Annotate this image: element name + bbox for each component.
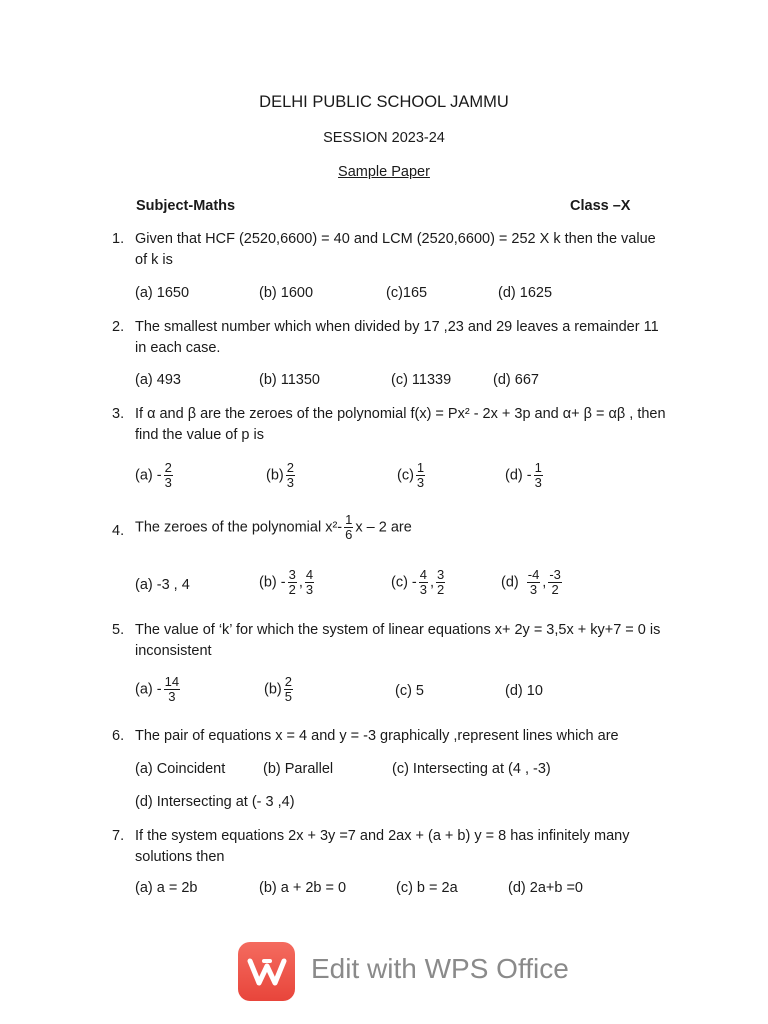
option-a: (a) Coincident <box>135 761 226 777</box>
question-number: 6. <box>112 728 125 744</box>
class-label: Class –X <box>570 198 631 214</box>
fraction: $\frac{1}{3}$ <box>534 460 542 490</box>
fraction: $\frac{1}{3}$ <box>416 460 425 490</box>
question-number: 3. <box>112 406 125 422</box>
option-d: (d) - $\frac{1}{3}$ <box>505 460 542 490</box>
option-b: (b) $\frac{2}{3}$ <box>266 460 294 490</box>
question-text: The zeroes of the polynomial x²- $\frac{1}{6}$ x – 2 are <box>135 512 412 542</box>
fraction: $\frac{14}{3}$ <box>164 674 180 704</box>
option-d: (d) 2a+b =0 <box>508 880 583 896</box>
option-c: (c)165 <box>386 285 428 301</box>
fraction: $\frac{1}{6}$ <box>345 512 353 542</box>
question-text: If α and β are the zeroes of the polynomial f(x) = Px² - 2x + 3p and α+ β = αβ , then find the value of p is <box>135 406 666 443</box>
question-number: 2. <box>112 319 125 335</box>
option-c: (c) b = 2a <box>396 880 458 896</box>
fraction: $\frac{-3}{2}$ <box>549 567 561 597</box>
option-c: (c) 5 <box>395 683 424 699</box>
option-b: (b) 11350 <box>259 372 320 388</box>
question-number: 7. <box>112 828 125 844</box>
question-text: The smallest number which when divided by 17 ,23 and 29 leaves a remainder 11 in each case. <box>135 319 659 356</box>
paper-title: Sample Paper <box>338 164 430 180</box>
option-b: (b) Parallel <box>263 761 334 777</box>
question-text: The value of ‘k’ for which the system of linear equations x+ 2y = 3,5x + ky+7 = 0 is inconsistent <box>135 622 661 659</box>
session-title: SESSION 2023-24 <box>323 130 445 146</box>
option-b: (b) 1600 <box>259 285 314 301</box>
option-a: (a) 493 <box>135 372 181 388</box>
option-b: (b) a + 2b = 0 <box>259 880 347 896</box>
school-title: DELHI PUBLIC SCHOOL JAMMU <box>259 93 509 111</box>
fraction: $\frac{2}{5}$ <box>284 674 292 704</box>
fraction: $\frac{-4}{3}$ <box>527 567 540 597</box>
wps-logo-icon[interactable] <box>238 942 295 1001</box>
option-a: (a) - $\frac{14}{3}$ <box>135 674 180 704</box>
option-a: (a) 1650 <box>135 285 190 301</box>
subject-label: Subject-Maths <box>136 198 236 214</box>
question-number: 1. <box>112 231 125 247</box>
fraction: $\frac{2}{3}$ <box>286 460 294 490</box>
option-b: (b) - $\frac{3}{2}$ , $\frac{4}{3}$ <box>259 567 314 597</box>
question-text: Given that HCF (2520,6600) = 40 and LCM (2520,6600) = 252 X k then the value of k is <box>135 231 656 268</box>
fraction: $\frac{3}{2}$ <box>288 567 296 597</box>
option-a: (a) - $\frac{2}{3}$ <box>135 460 172 490</box>
option-c: (c) 11339 <box>391 372 452 388</box>
question-number: 5. <box>112 622 125 638</box>
option-d: (d) 667 <box>493 372 539 388</box>
fraction: $\frac{2}{3}$ <box>164 460 172 490</box>
option-d: (d) 10 <box>505 683 543 699</box>
fraction: $\frac{4}{3}$ <box>419 567 427 597</box>
option-c: (c) - $\frac{4}{3}$ , $\frac{3}{2}$ <box>391 567 445 597</box>
question-text: If the system equations 2x + 3y =7 and 2ax + (a + b) y = 8 has infinitely many solutions then <box>135 828 630 865</box>
option-c: (c) $\frac{1}{3}$ <box>397 460 425 490</box>
option-d: (d) $\frac{-4}{3}$ , $\frac{-3}{2}$ <box>501 567 561 597</box>
option-d: (d) 1625 <box>498 285 553 301</box>
option-a: (a) -3 , 4 <box>135 577 190 593</box>
fraction: $\frac{4}{3}$ <box>305 567 314 597</box>
option-b: (b) $\frac{2}{5}$ <box>264 674 292 704</box>
question-text: The pair of equations x = 4 and y = -3 graphically ,represent lines which are <box>135 728 619 744</box>
option-c: (c) Intersecting at (4 , -3) <box>392 761 551 777</box>
question-number: 4. <box>112 523 125 539</box>
fraction: $\frac{3}{2}$ <box>437 567 445 597</box>
option-a: (a) a = 2b <box>135 880 198 896</box>
wps-watermark-text[interactable]: Edit with WPS Office <box>311 953 569 984</box>
option-d: (d) Intersecting at (- 3 ,4) <box>135 794 295 810</box>
